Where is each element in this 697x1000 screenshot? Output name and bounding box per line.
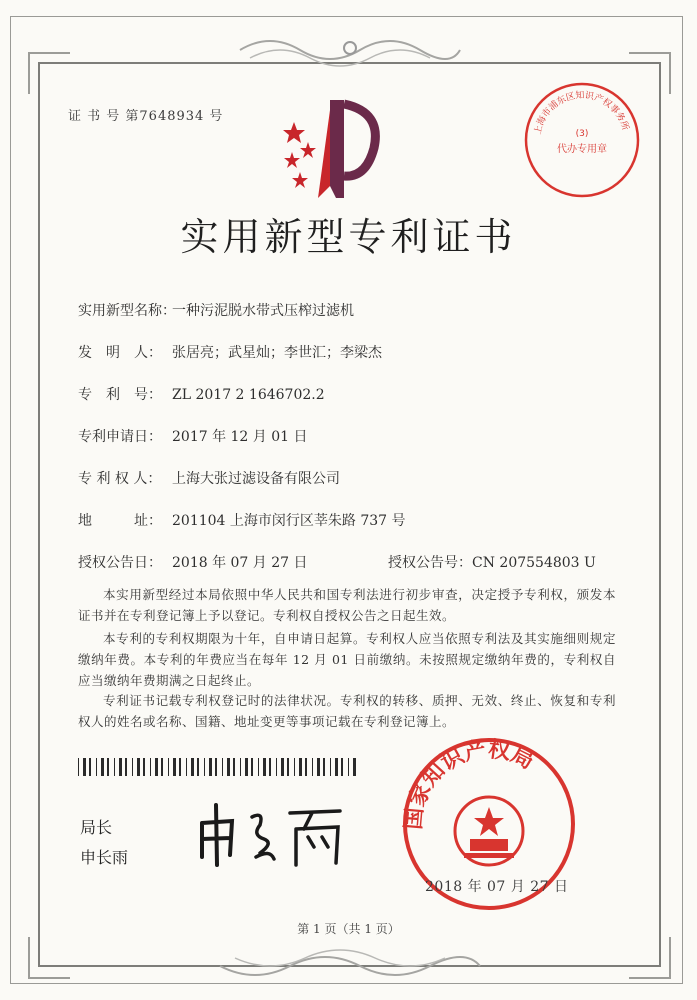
svg-text:国家知识产权局: 国家知识产权局 bbox=[401, 737, 538, 831]
field-value: 一种污泥脱水带式压榨过滤机 bbox=[172, 303, 354, 319]
barcode-bar bbox=[168, 758, 169, 776]
corner-ornament bbox=[629, 937, 671, 979]
field-value: CN 207554803 U bbox=[472, 555, 596, 571]
top-ornament bbox=[230, 30, 470, 70]
svg-text:(3): (3) bbox=[575, 129, 589, 139]
barcode-bar bbox=[114, 758, 115, 776]
certificate-title: 实用新型专利证书 bbox=[180, 215, 517, 259]
barcode-bar bbox=[317, 758, 320, 776]
barcode-bar bbox=[101, 758, 104, 776]
page-number: 第 1 页（共 1 页） bbox=[297, 922, 400, 936]
field-label: 专 利 权 人： bbox=[78, 471, 162, 487]
barcode-bar bbox=[348, 758, 349, 776]
certificate-number: 证 书 号 第7648934 号 bbox=[68, 109, 224, 124]
field-patentee bbox=[78, 468, 340, 488]
field-label: 授权公告日： bbox=[78, 555, 162, 571]
barcode-bar bbox=[215, 758, 217, 776]
paragraph-legal-status: 专利证书记载专利权登记时的法律状况。专利权的转移、质押、无效、终止、恢复和专利权人的姓名或名称、国籍、地址变更等事项记载在专利登记簿上。 bbox=[78, 693, 616, 729]
barcode-bar bbox=[222, 758, 223, 776]
paragraph-term: 本专利的专利权期限为十年，自申请日起算。专利权人应当依照专利法及其实施细则规定缴纳年费。本专利的年费应当在每年 12 月 01 日前缴纳。未按照规定缴纳年费的，专利权自应当缴纳年费期满之日起终止。 bbox=[78, 631, 616, 688]
barcode-bar bbox=[186, 758, 187, 776]
director-title: 局长 bbox=[80, 818, 113, 837]
seal-date: 2018 年 07 月 27 日 bbox=[425, 879, 569, 895]
barcode-bar bbox=[107, 758, 109, 776]
field-value: 上海大张过滤设备有限公司 bbox=[172, 471, 340, 487]
bottom-ornament bbox=[210, 946, 490, 986]
barcode-bar bbox=[173, 758, 176, 776]
field-address bbox=[78, 510, 406, 530]
paragraph-grant: 本实用新型经过本局依照中华人民共和国专利法进行初步审查，决定授予专利权，颁发本证书并在专利登记簿上予以登记。专利权自授权公告之日起生效。 bbox=[78, 587, 616, 623]
field-value: 2018 年 07 月 27 日 bbox=[172, 555, 308, 571]
corner-ornament bbox=[28, 52, 70, 94]
barcode-bar bbox=[132, 758, 133, 776]
field-filing-date bbox=[78, 426, 308, 446]
field-utility-model-name bbox=[78, 300, 354, 320]
field-grant-date bbox=[78, 552, 308, 572]
director-signature bbox=[190, 795, 350, 870]
barcode-bar bbox=[191, 758, 194, 776]
barcode-bar bbox=[269, 758, 271, 776]
barcode-bar bbox=[137, 758, 140, 776]
barcode-bar bbox=[258, 758, 259, 776]
barcode-bar bbox=[119, 758, 122, 776]
barcode-bar bbox=[335, 758, 338, 776]
barcode-bar bbox=[330, 758, 331, 776]
field-grant-number bbox=[388, 552, 596, 572]
field-patent-number bbox=[78, 384, 325, 404]
barcode-bar bbox=[245, 758, 248, 776]
barcode-bar bbox=[323, 758, 325, 776]
barcode-bar bbox=[233, 758, 235, 776]
barcode-bar bbox=[276, 758, 277, 776]
barcode-bar bbox=[150, 758, 151, 776]
barcode-bar bbox=[312, 758, 313, 776]
barcode-bar bbox=[341, 758, 343, 776]
field-label: 地 址： bbox=[78, 513, 162, 529]
field-value: ZL 2017 2 1646702.2 bbox=[172, 387, 325, 403]
barcode-bar bbox=[287, 758, 289, 776]
director-name: 申长雨 bbox=[80, 848, 129, 867]
barcode-bar bbox=[299, 758, 302, 776]
barcode-bar bbox=[240, 758, 241, 776]
field-inventors bbox=[78, 342, 382, 362]
barcode-bar bbox=[353, 758, 356, 776]
barcode-bar bbox=[143, 758, 145, 776]
barcode-bar bbox=[305, 758, 307, 776]
barcode-bar bbox=[179, 758, 181, 776]
barcode-bar bbox=[294, 758, 295, 776]
field-value: 201104 上海市闵行区莘朱路 737 号 bbox=[172, 513, 406, 529]
barcode-bar bbox=[96, 758, 97, 776]
barcode bbox=[78, 758, 358, 776]
field-label: 专利申请日： bbox=[78, 429, 162, 445]
barcode-bar bbox=[227, 758, 230, 776]
field-label: 发 明 人： bbox=[78, 345, 162, 361]
corner-ornament bbox=[28, 937, 70, 979]
patent-office-logo bbox=[278, 90, 390, 202]
barcode-bar bbox=[161, 758, 163, 776]
barcode-bar bbox=[125, 758, 127, 776]
field-label: 实用新型名称： bbox=[78, 303, 176, 319]
svg-text:代办专用章: 代办专用章 bbox=[557, 144, 607, 155]
field-value: 张居亮；武星灿；李世汇；李梁杰 bbox=[172, 345, 382, 361]
field-value: 2017 年 12 月 01 日 bbox=[172, 429, 308, 445]
barcode-bar bbox=[281, 758, 284, 776]
barcode-bar bbox=[89, 758, 91, 776]
barcode-bar bbox=[197, 758, 199, 776]
agency-stamp bbox=[522, 80, 642, 200]
barcode-bar bbox=[263, 758, 266, 776]
barcode-bar bbox=[204, 758, 205, 776]
barcode-bar bbox=[83, 758, 86, 776]
field-label: 专 利 号： bbox=[78, 387, 162, 403]
svg-text:上海市浦东区知识产权事务所: 上海市浦东区知识产权事务所 bbox=[533, 90, 630, 136]
barcode-bar bbox=[78, 758, 79, 776]
barcode-bar bbox=[209, 758, 212, 776]
barcode-bar bbox=[251, 758, 253, 776]
field-label: 授权公告号： bbox=[388, 555, 472, 571]
barcode-bar bbox=[155, 758, 158, 776]
